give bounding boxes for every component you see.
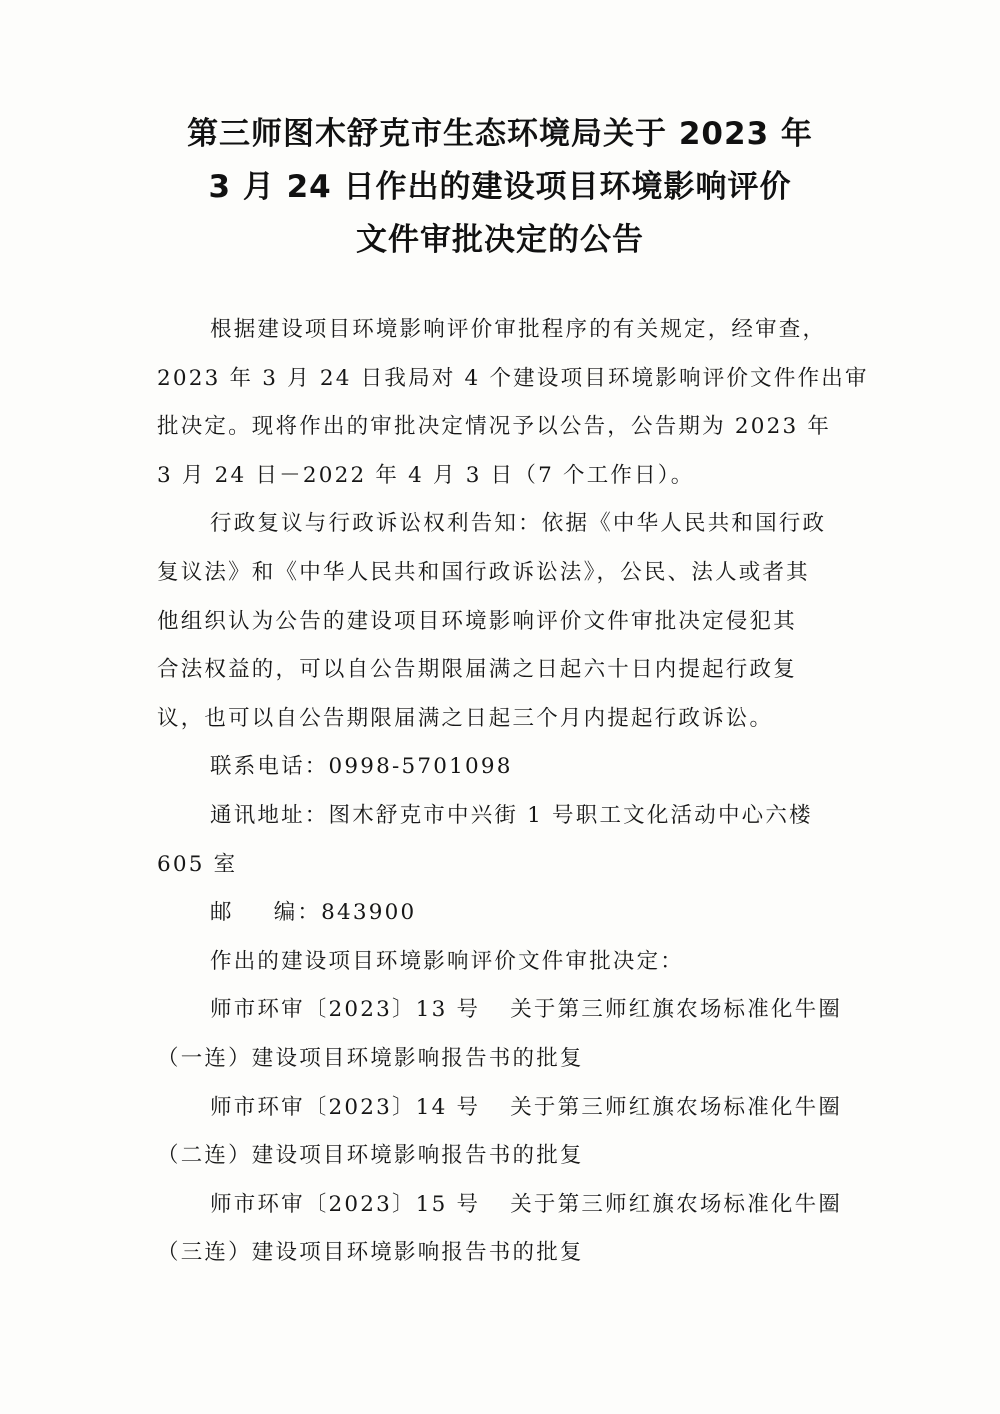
paragraph-rights-notice — [157, 500, 857, 743]
decision-item — [157, 1084, 857, 1181]
decision-title: 关于第三师红旗农场标准化牛圈 — [510, 1191, 843, 1217]
contact-phone: 联系电话：0998-5701098 — [210, 754, 513, 780]
title-line-3: 文件审批决定的公告 — [356, 222, 644, 258]
postal-label-b: 编：843900 — [273, 900, 417, 926]
paragraph-line: 他组织认为公告的建设项目环境影响评价文件审批决定侵犯其 — [157, 608, 797, 634]
decision-number: 师市环审〔2023〕14 号 — [210, 1094, 481, 1120]
contact-info — [157, 743, 857, 937]
paragraph-line: 复议法》和《中华人民共和国行政诉讼法》，公民、法人或者其 — [157, 559, 810, 585]
decision-title: 关于第三师红旗农场标准化牛圈 — [510, 997, 843, 1023]
decision-title-cont: （二连）建设项目环境影响报告书的批复 — [157, 1143, 584, 1169]
paragraph-line: 行政复议与行政诉讼权利告知：依据《中华人民共和国行政 — [210, 511, 827, 537]
decision-item — [157, 1181, 857, 1278]
title-line-2: 3 月 24 日作出的建设项目环境影响评价 — [208, 169, 792, 205]
postal-label-a: 邮 — [210, 900, 234, 926]
decision-number: 师市环审〔2023〕13 号 — [210, 997, 481, 1023]
decision-title-cont: （一连）建设项目环境影响报告书的批复 — [157, 1045, 584, 1071]
paragraph-announcement — [157, 306, 869, 500]
decision-number: 师市环审〔2023〕15 号 — [210, 1191, 481, 1217]
decision-item — [157, 986, 857, 1083]
title-line-1: 第三师图木舒克市生态环境局关于 2023 年 — [187, 116, 813, 152]
paragraph-line: 批决定。现将作出的审批决定情况予以公告，公告期为 2023 年 — [157, 414, 832, 440]
decision-list — [157, 986, 857, 1278]
paragraph-line: 2023 年 3 月 24 日我局对 4 个建设项目环境影响评价文件作出审 — [157, 365, 869, 391]
contact-address-cont: 605 室 — [157, 851, 238, 877]
contact-postal-code — [157, 889, 857, 938]
decisions-heading: 作出的建设项目环境影响评价文件审批决定： — [210, 948, 685, 974]
paragraph-line: 合法权益的，可以自公告期限届满之日起六十日内提起行政复 — [157, 657, 797, 683]
paragraph-line: 3 月 24 日－2022 年 4 月 3 日（7 个工作日）。 — [157, 462, 695, 488]
contact-address: 通讯地址：图木舒克市中兴街 1 号职工文化活动中心六楼 — [210, 802, 813, 828]
document-title — [150, 108, 850, 267]
document-body — [157, 306, 869, 1278]
paragraph-line: 根据建设项目环境影响评价审批程序的有关规定，经审查， — [210, 317, 827, 342]
decision-title: 关于第三师红旗农场标准化牛圈 — [510, 1094, 843, 1120]
paragraph-line: 议，也可以自公告期限届满之日起三个月内提起行政诉讼。 — [157, 705, 774, 731]
decision-title-cont: （三连）建设项目环境影响报告书的批复 — [157, 1240, 584, 1266]
